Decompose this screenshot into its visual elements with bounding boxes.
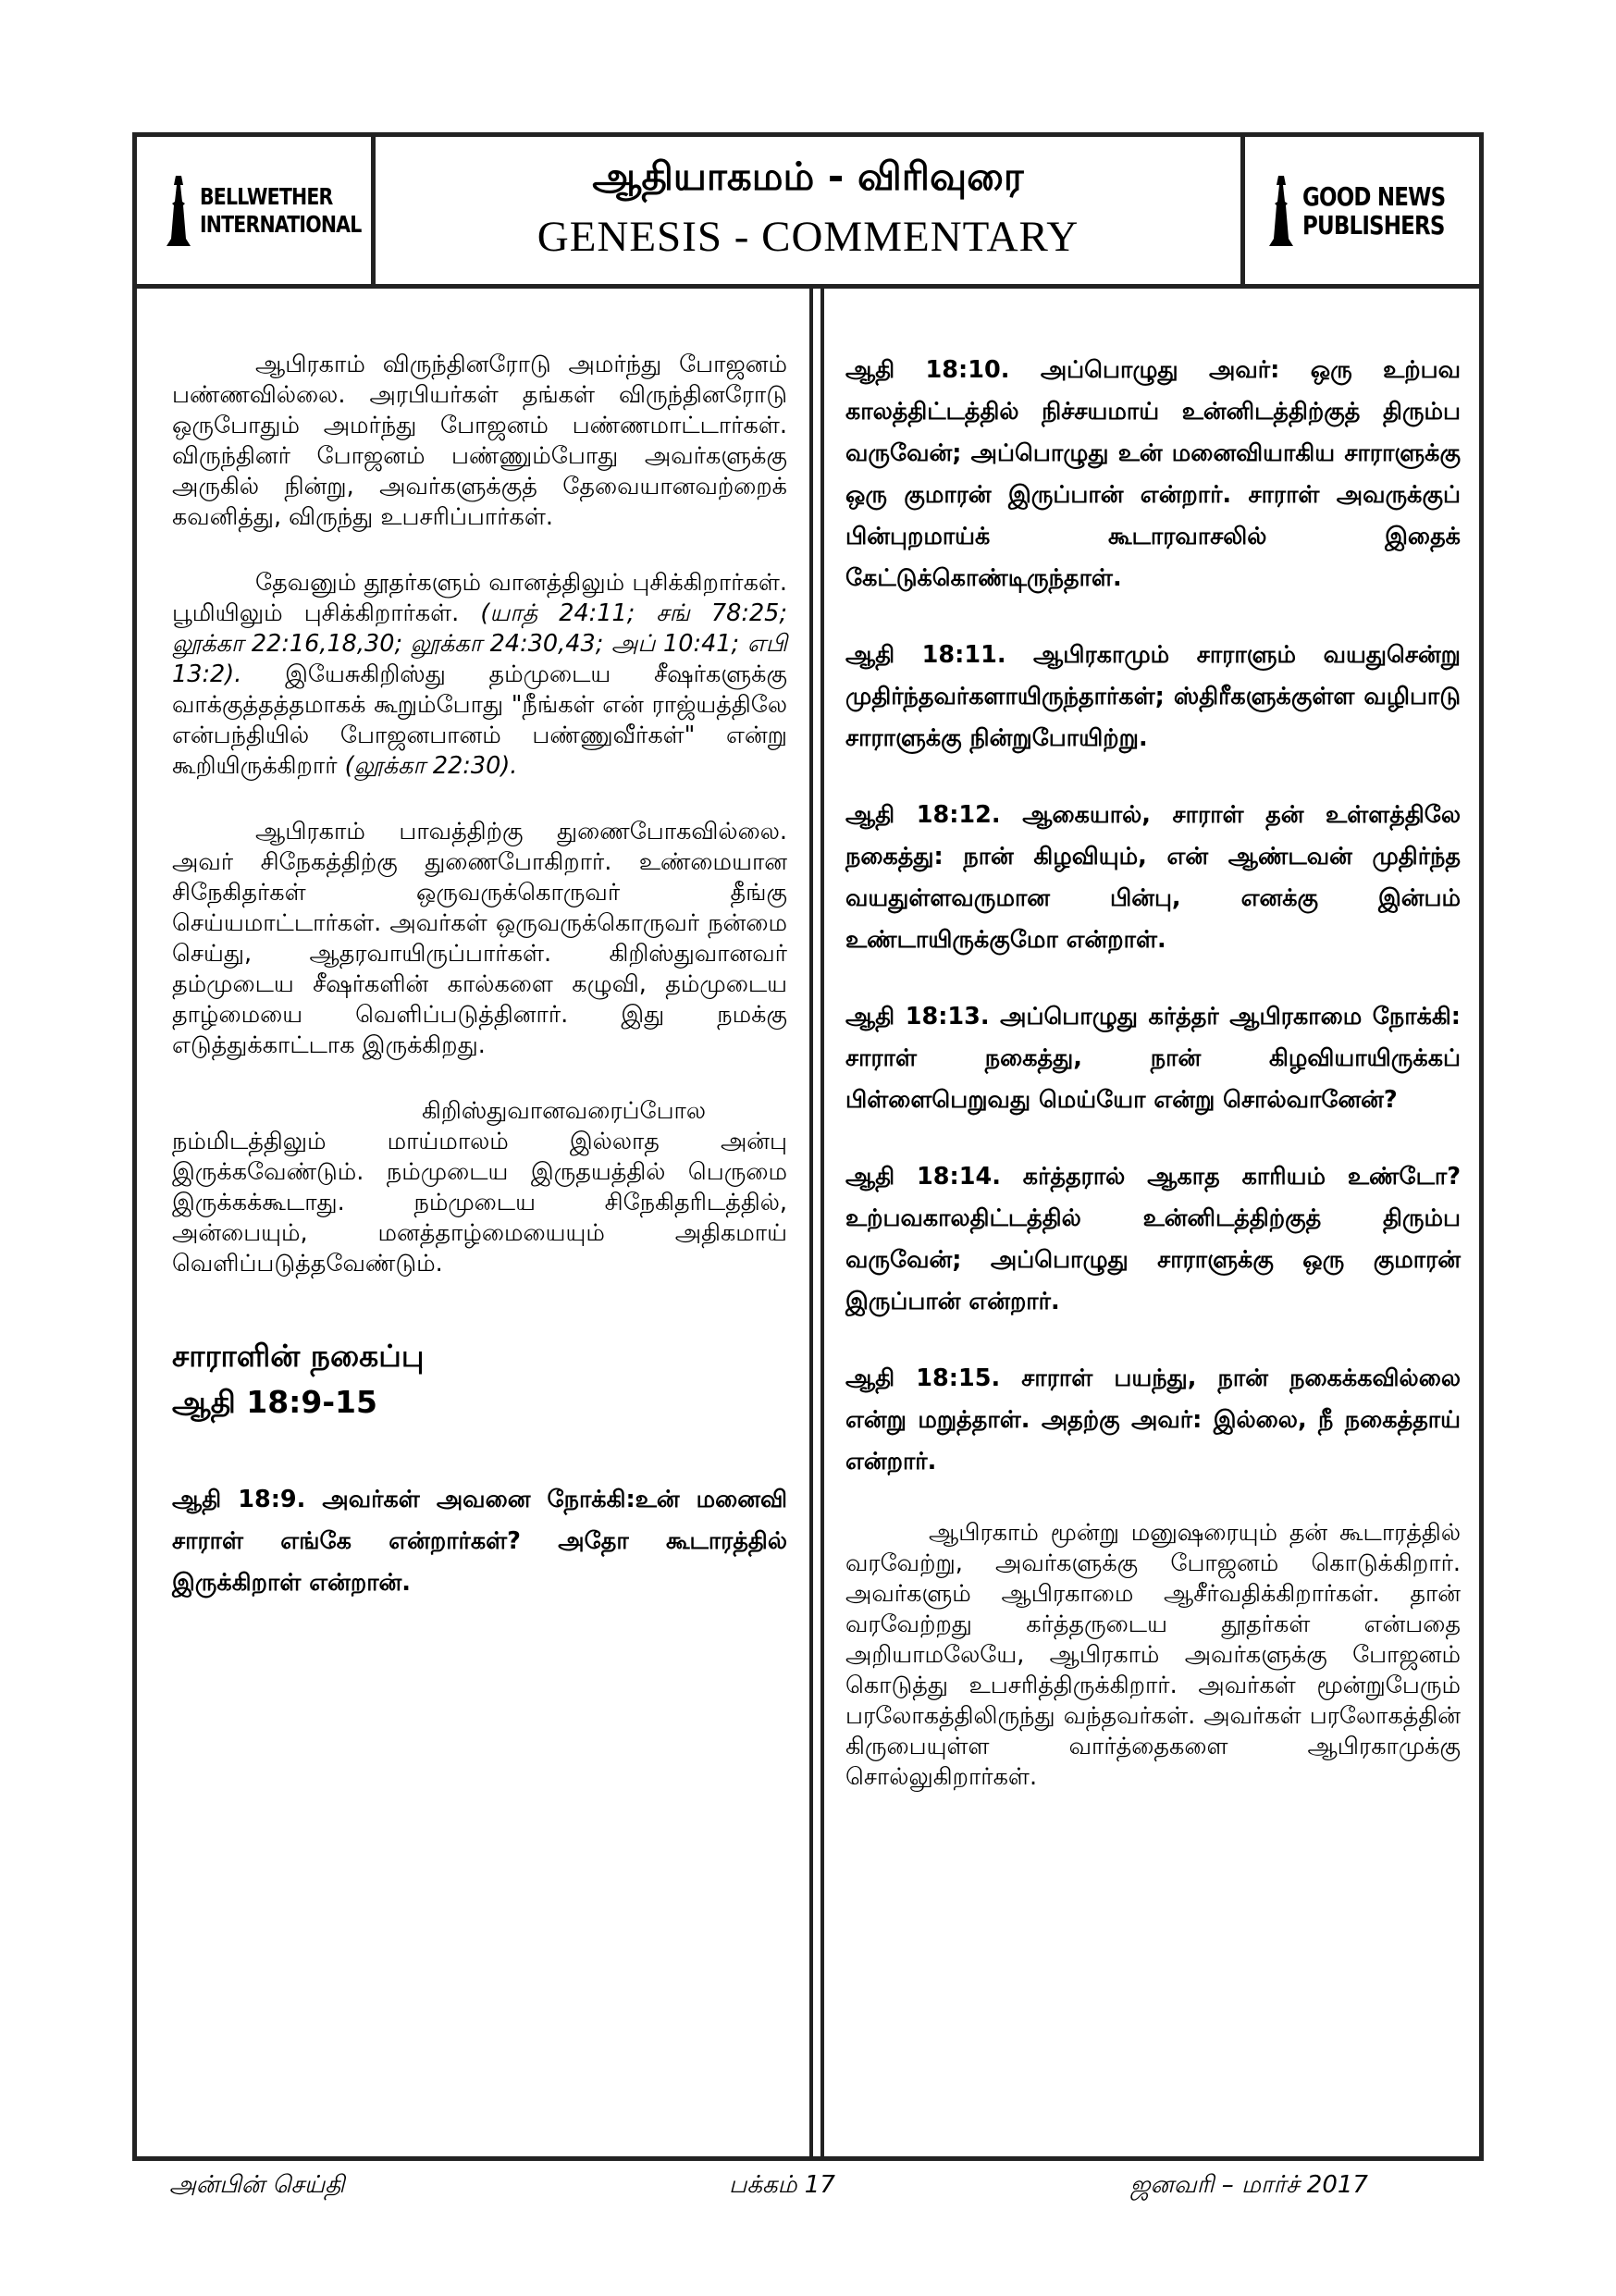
left-logo-line-1: BELLWETHER xyxy=(200,183,333,210)
section-heading-reference: ஆதி 18:9-15 xyxy=(172,1384,377,1420)
header xyxy=(137,137,1479,289)
paragraph-4: கிறிஸ்துவானவரைப்போல நம்மிடத்திலும் மாய்மாலம் இல்லாத அன்பு இருக்கவேண்டும். நம்முடைய இருதயத்தில் பெருமை இருக்கக்கூடாது. நம்முடைய சிநேகிதரிடத்தில், அன்பையும், மனத்தாழ்மையையும் அதிகமாய் வெளிப்படுத்தவேண்டும். xyxy=(172,1097,787,1278)
verse-18-13: ஆதி 18:13. அப்பொழுது கர்த்தர் ஆபிரகாமை நோக்கி: சாராள் நகைத்து, நான் கிழவியாயிருக்கப் பிள்ளைபெறுவது மெய்யோ என்று சொல்வானேன்? xyxy=(845,1003,1461,1114)
left-logo-box xyxy=(137,137,376,284)
right-logo-box xyxy=(1240,137,1479,284)
footer-publication: அன்பின் செய்தி xyxy=(169,2171,345,2199)
bell-tower-icon xyxy=(1265,174,1297,248)
section-heading-title: சாராளின் நகைப்பு xyxy=(172,1338,425,1374)
good-news-logo xyxy=(1265,174,1476,248)
paragraph-1: ஆபிரகாம் விருந்தினரோடு அமர்ந்து போஜனம் பண்ணவில்லை. அரபியர்கள் தங்கள் விருந்தினரோடு ஒருபோதும் அமர்ந்து போஜனம் பண்ணமாட்டார்கள். விருந்தினர் போஜனம் பண்ணும்போது அவர்களுக்கு அருகில் நின்று, அவர்களுக்குத் தேவையானவற்றைக் கவனித்து, விருந்து உபசரிப்பார்கள். xyxy=(172,351,787,531)
column-divider xyxy=(809,289,824,2156)
scripture-reference: (யாத் 24:11; சங் 78:25; லூக்கா 22:16,18,30; லூக்கா 24:30,43; அப் 10:41; எபி 13:2). xyxy=(172,599,787,688)
verse-18-11: ஆதி 18:11. ஆபிரகாமும் சாராளும் வயதுசென்று முதிர்ந்தவர்களாயிருந்தார்கள்; ஸ்திரீகளுக்குள்ள வழிபாடு சாராளுக்கு நின்றுபோயிற்று. xyxy=(845,641,1461,752)
verse-18-10: ஆதி 18:10. அப்பொழுது அவர்: ஒரு உற்பவ காலத்திட்டத்தில் நிச்சயமாய் உன்னிடத்திற்குத் திரும்ப வருவேன்; அப்பொழுது உன் மனைவியாகிய சாராளுக்கு ஒரு குமாரன் இருப்பான் என்றார். சாராள் அவருக்குப் பின்புறமாய்க் கூடாரவாசலில் இதைக் கேட்டுக்கொண்டிருந்தாள். xyxy=(845,356,1461,592)
left-column xyxy=(172,350,787,1639)
verse-18-14: ஆதி 18:14. கர்த்தரால் ஆகாத காரியம் உண்டோ? உற்பவகாலதிட்டத்தில் உன்னிடத்திற்குத் திரும்ப வருவேன்; அப்பொழுது சாராளுக்கு ஒரு குமாரன் இருப்பான் என்றார். xyxy=(845,1163,1461,1315)
paragraph-2-text-a: தேவனும் தூதர்களும் வானத்திலும் புசிக்கிறார்கள். பூமியிலும் புசிக்கிறார்கள். xyxy=(172,569,787,627)
section-heading xyxy=(172,1333,787,1426)
paragraph-2-text-b: இயேசுகிறிஸ்து தம்முடைய சீஷர்களுக்கு வாக்குத்தத்தமாகக் கூறும்போது "நீங்கள் என் ராஜ்யத்திலே என்பந்தியில் போஜனபானம் பண்ணுவீர்கள்" என்று கூறியிருக்கிறார் xyxy=(172,660,788,780)
bell-tower-icon xyxy=(163,174,194,248)
footer-page-number: பக்கம் 17 xyxy=(729,2171,835,2199)
header-title-box xyxy=(376,137,1240,284)
paragraph-3: ஆபிரகாம் பாவத்திற்கு துணைபோகவில்லை. அவர் சிநேகத்திற்கு துணைபோகிறார். உண்மையான சிநேகிதர்கள் ஒருவருக்கொருவர் தீங்கு செய்யமாட்டார்கள். அவர்கள் ஒருவருக்கொருவர் நன்மை செய்து, ஆதரவாயிருப்பார்கள். கிறிஸ்துவானவர் தம்முடைய சீஷர்களின் கால்களை கழுவி, தம்முடைய தாழ்மையை வெளிப்படுத்தினார். இது நமக்கு எடுத்துக்காட்டாக இருக்கிறது. xyxy=(172,818,787,1059)
bellwether-logo xyxy=(163,174,397,248)
verse-18-15: ஆதி 18:15. சாராள் பயந்து, நான் நகைக்கவில்லை என்று மறுத்தாள். அதற்கு அவர்: இல்லை, நீ நகைத்தாய் என்றார். xyxy=(845,1364,1461,1475)
scripture-reference-2: (லூக்கா 22:30). xyxy=(344,752,518,780)
left-logo-line-2: INTERNATIONAL xyxy=(200,211,362,238)
page-frame xyxy=(132,132,1484,2161)
title-tamil: ஆதியாகமம் - விரிவுரை xyxy=(592,154,1024,199)
right-column xyxy=(845,350,1461,1828)
right-logo-line-1: GOOD NEWS xyxy=(1302,181,1446,212)
verse-18-12: ஆதி 18:12. ஆகையால், சாராள் தன் உள்ளத்திலே நகைத்து: நான் கிழவியும், என் ஆண்டவன் முதிர்ந்த வயதுள்ளவருமான பின்பு, எனக்கு இன்பம் உண்டாயிருக்குமோ என்றாள். xyxy=(845,801,1461,954)
verse-18-9: ஆதி 18:9. அவர்கள் அவனை நோக்கி:உன் மனைவி சாராள் எங்கே என்றார்கள்? அதோ கூடாரத்தில் இருக்கிறாள் என்றான். xyxy=(172,1486,787,1597)
footer-date: ஜனவரி – மார்ச் 2017 xyxy=(1130,2171,1368,2199)
paragraph-2 xyxy=(172,568,787,782)
title-english: GENESIS - COMMENTARY xyxy=(537,213,1079,261)
paragraph-closing: ஆபிரகாம் மூன்று மனுஷரையும் தன் கூடாரத்தில் வரவேற்று, அவர்களுக்கு போஜனம் கொடுக்கிறார். அவர்களும் ஆபிரகாமை ஆசீர்வதிக்கிறார்கள். தான் வரவேற்றது கர்த்தருடைய தூதர்கள் என்பதை அறியாமலேயே, ஆபிரகாம் அவர்களுக்கு போஜனம் கொடுத்து உபசரித்திருக்கிறார். அவர்கள் மூன்றுபேரும் பரலோகத்திலிருந்து வந்தவர்கள். அவர்கள் பரலோகத்தின் கிருபையுள்ள வார்த்தைகளை ஆபிரகாமுக்கு சொல்லுகிறார்கள். xyxy=(845,1519,1461,1791)
footer xyxy=(0,2171,1616,2208)
right-logo-line-2: PUBLISHERS xyxy=(1302,210,1445,241)
